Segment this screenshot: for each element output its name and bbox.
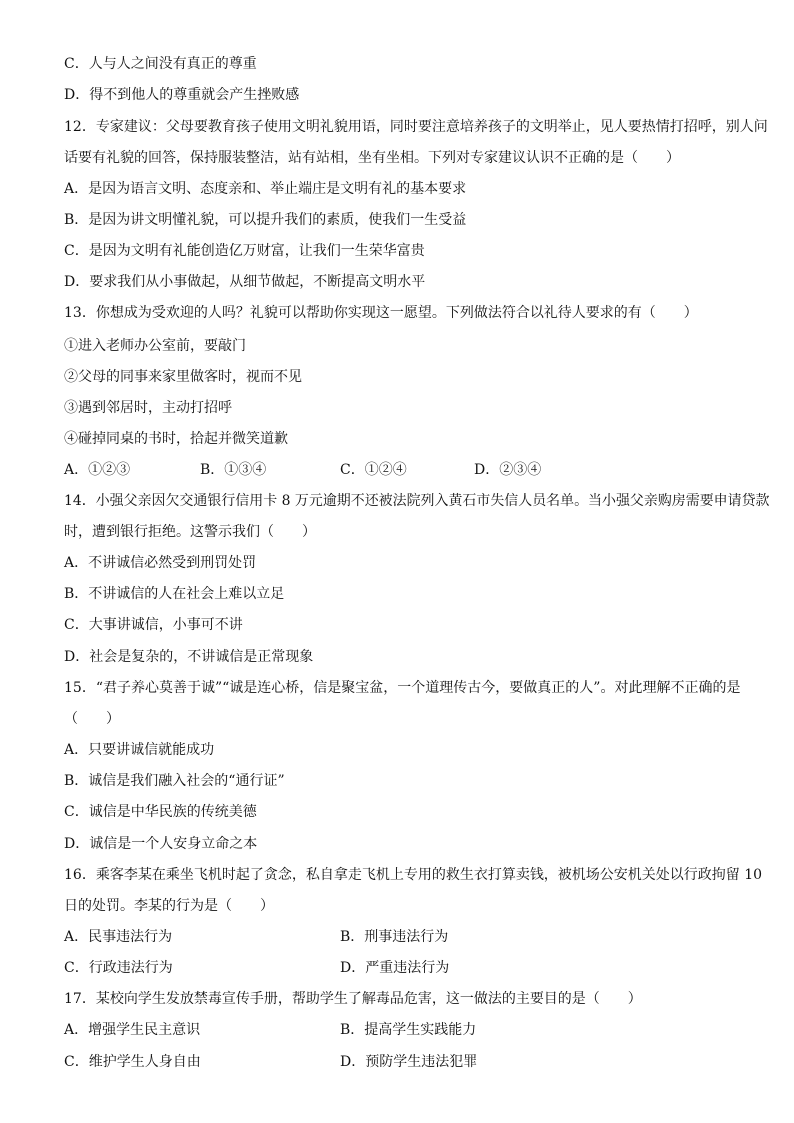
q12-option-a: A．是因为语言文明、态度亲和、举止端庄是文明有礼的基本要求 (64, 181, 467, 197)
q14-option-c: C．大事讲诚信，小事可不讲 (64, 617, 243, 633)
q17-option-a: A．增强学生民主意识 (64, 1022, 201, 1038)
q11-option-d: D．得不到他人的尊重就会产生挫败感 (64, 87, 300, 103)
q17-option-b: B．提高学生实践能力 (340, 1022, 477, 1038)
q13-stem: 13．你想成为受欢迎的人吗？礼貌可以帮助你实现这一愿望。下列做法符合以礼待人要求的有（ ） (64, 305, 698, 321)
q14-stem-line1: 14．小强父亲因欠交通银行信用卡 8 万元逾期不还被法院列入黄石市失信人员名单。当小强父亲购房需要申请贷款 (64, 493, 770, 509)
q13-option-c: C．①②④ (340, 462, 407, 478)
q13-item-1: ①进入老师办公室前，要敲门 (64, 338, 246, 354)
q17-stem: 17．某校向学生发放禁毒宣传手册，帮助学生了解毒品危害，这一做法的主要目的是（ ） (64, 991, 642, 1007)
q14-stem-line2: 时，遭到银行拒绝。这警示我们（ ） (64, 524, 316, 540)
q13-option-a: A．①②③ (64, 462, 131, 478)
q17-option-c: C．维护学生人身自由 (64, 1054, 201, 1070)
q12-option-b: B．是因为讲文明懂礼貌，可以提升我们的素质，使我们一生受益 (64, 212, 467, 228)
q15-option-c: C．诚信是中华民族的传统美德 (64, 804, 257, 820)
q12-stem-line1: 12．专家建议：父母要教育孩子使用文明礼貌用语，同时要注意培养孩子的文明举止，见人要热情打招呼，别人问 (64, 119, 768, 135)
q13-option-d: D．②③④ (474, 462, 542, 478)
q16-option-d: D．严重违法行为 (340, 960, 450, 976)
q16-option-b: B．刑事违法行为 (340, 929, 449, 945)
q14-option-b: B．不讲诚信的人在社会上难以立足 (64, 586, 285, 602)
q11-option-c: C．人与人之间没有真正的尊重 (64, 56, 257, 72)
q15-option-b: B．诚信是我们融入社会的“通行证” (64, 773, 285, 789)
q13-item-2: ②父母的同事来家里做客时，视而不见 (64, 369, 302, 385)
q13-option-b: B．①③④ (200, 462, 267, 478)
q15-stem-line2: （ ） (64, 711, 120, 727)
q16-stem-line1: 16．乘客李某在乘坐飞机时起了贪念，私自拿走飞机上专用的救生衣打算卖钱，被机场公安机关处以行政拘留 10 (64, 867, 763, 883)
q17-option-d: D．预防学生违法犯罪 (340, 1054, 478, 1070)
q15-stem-line1: 15．“君子养心莫善于诚”“诚是连心桥，信是聚宝盆，一个道理传古今，要做真正的人”。对此理解不正确的是 (64, 680, 741, 696)
q14-option-d: D．社会是复杂的，不讲诚信是正常现象 (64, 649, 314, 665)
q12-option-c: C．是因为文明有礼能创造亿万财富，让我们一生荣华富贵 (64, 243, 425, 259)
q16-stem-line2: 日的处罚。李某的行为是（ ） (64, 898, 274, 914)
q15-option-a: A．只要讲诚信就能成功 (64, 742, 215, 758)
q13-item-3: ③遇到邻居时，主动打招呼 (64, 400, 232, 416)
q14-option-a: A．不讲诚信必然受到刑罚处罚 (64, 555, 257, 571)
q12-option-d: D．要求我们从小事做起，从细节做起，不断提高文明水平 (64, 274, 426, 290)
q16-option-a: A．民事违法行为 (64, 929, 173, 945)
q16-option-c: C．行政违法行为 (64, 960, 173, 976)
q13-item-4: ④碰掉同桌的书时，拾起并微笑道歉 (64, 431, 288, 447)
q12-stem-line2: 话要有礼貌的回答，保持服装整洁，站有站相，坐有坐相。下列对专家建议认识不正确的是（ ） (64, 150, 680, 166)
q15-option-d: D．诚信是一个人安身立命之本 (64, 836, 258, 852)
